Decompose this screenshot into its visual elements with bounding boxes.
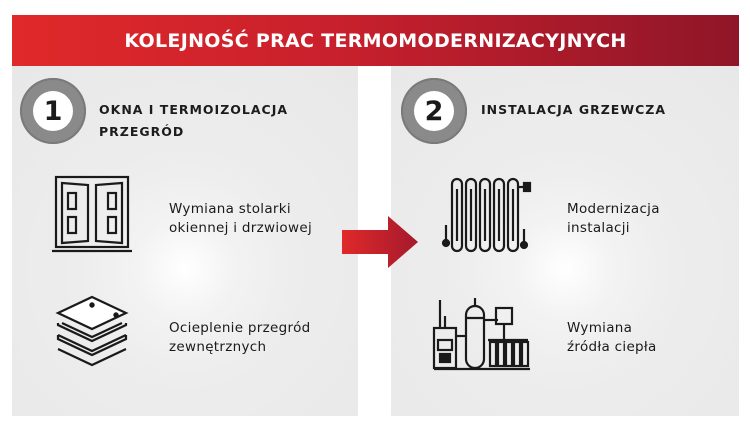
header-banner (12, 15, 739, 66)
step-1-badge (20, 78, 86, 144)
item-boiler-line1: Wymiana (567, 320, 633, 336)
item-boiler-text (567, 319, 657, 357)
item-radiator-text (567, 200, 660, 238)
radiator-icon (440, 173, 532, 261)
item-window-text (169, 200, 312, 238)
step-2-number: 2 (414, 91, 454, 131)
insulation-layers-icon (52, 293, 132, 373)
page-title: KOLEJNOŚĆ PRAC TERMOMODERNIZACYJNYCH (124, 29, 627, 52)
item-radiator-line1: Modernizacja (567, 201, 660, 217)
item-window-line2: okiennej i drzwiowej (169, 220, 312, 236)
step-2-title-line1: INSTALACJA GRZEWCZA (481, 102, 667, 117)
item-insulation-line2: zewnętrznych (169, 339, 267, 355)
item-insulation-text (169, 319, 311, 357)
step-1-title-line1: OKNA I TERMOIZOLACJA (99, 102, 289, 117)
step-2-badge (401, 78, 467, 144)
item-window-line1: Wymiana stolarki (169, 201, 291, 217)
step-1-number: 1 (33, 91, 73, 131)
step-1-title-line2: PRZEGRÓD (99, 124, 185, 139)
window-icon (52, 175, 132, 255)
step-1-title (99, 99, 339, 143)
arrow-right-icon (342, 216, 420, 268)
step-2-title (481, 99, 721, 121)
item-radiator-line2: instalacji (567, 220, 630, 236)
item-insulation-line1: Ocieplenie przegród (169, 320, 311, 336)
item-boiler-line2: źródła ciepła (567, 339, 657, 355)
boiler-system-icon (432, 296, 532, 371)
